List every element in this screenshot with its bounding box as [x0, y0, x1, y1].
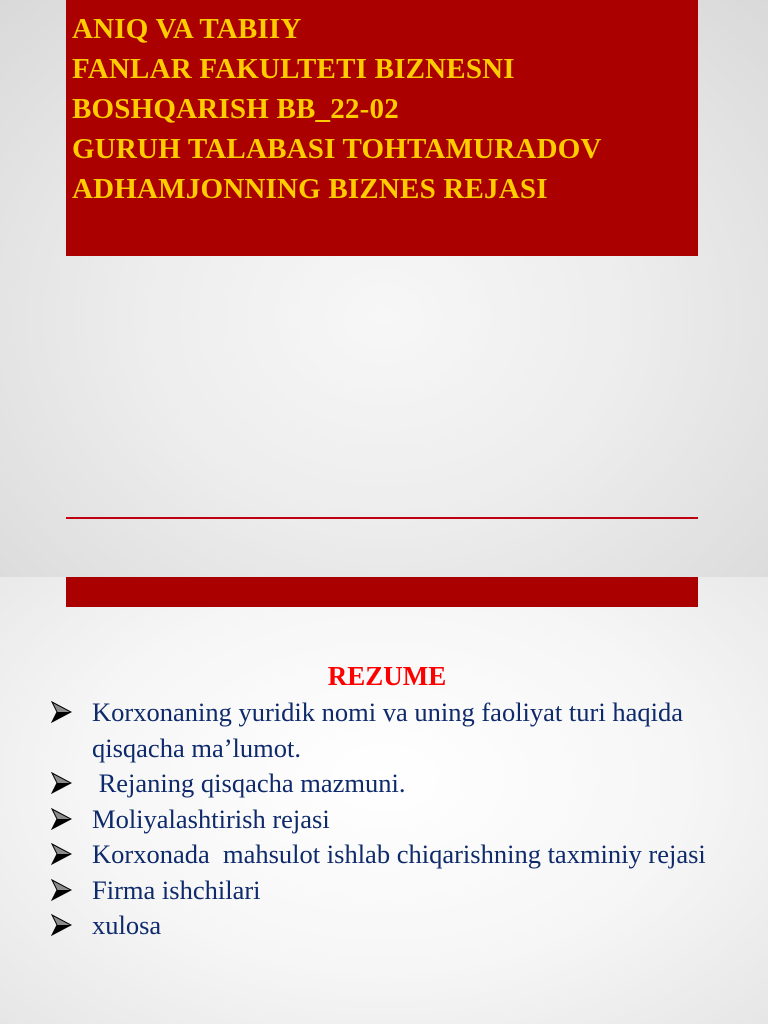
- list-item: [0, 908, 768, 944]
- list-item: [0, 766, 768, 802]
- list-item: [0, 695, 768, 766]
- list-item: [0, 802, 768, 838]
- arrow-bullet-icon: [50, 701, 72, 723]
- arrow-bullet-icon: [50, 843, 72, 865]
- list-item: [0, 873, 768, 909]
- title-box: [66, 0, 698, 256]
- title-line: GURUH TALABASI TOHTAMURADOV: [72, 133, 602, 165]
- bullet-list: [0, 695, 768, 944]
- title-line: ADHAMJONNING BIZNES REJASI: [72, 173, 548, 205]
- list-item: [0, 837, 768, 873]
- list-item-text: Rejaning qisqacha mazmuni.: [92, 768, 406, 798]
- title-line: FANLAR FAKULTETI BIZNESNI: [72, 53, 515, 85]
- header-bar: [66, 577, 698, 607]
- list-item-text: Korxonaning yuridik nomi va uning faoliyat turi haqida qisqacha ma’lumot.: [92, 697, 683, 763]
- arrow-bullet-icon: [50, 808, 72, 830]
- list-item-text: Moliyalashtirish rejasi: [92, 803, 330, 834]
- list-item-text: Korxonada mahsulot ishlab chiqarishning taxminiy rejasi: [92, 839, 706, 869]
- list-item-text: xulosa: [92, 910, 162, 940]
- divider-line: [66, 517, 698, 519]
- arrow-bullet-icon: [50, 879, 72, 901]
- title-line: ANIQ VA TABIIY: [72, 13, 302, 45]
- rezume-slide: [0, 577, 768, 1024]
- list-item-text: Firma ishchilari: [92, 874, 261, 905]
- rezume-heading: REZUME: [327, 661, 447, 691]
- arrow-bullet-icon: [50, 914, 72, 936]
- arrow-bullet-icon: [50, 772, 72, 794]
- title-line: BOSHQARISH BB_22-02: [72, 93, 399, 125]
